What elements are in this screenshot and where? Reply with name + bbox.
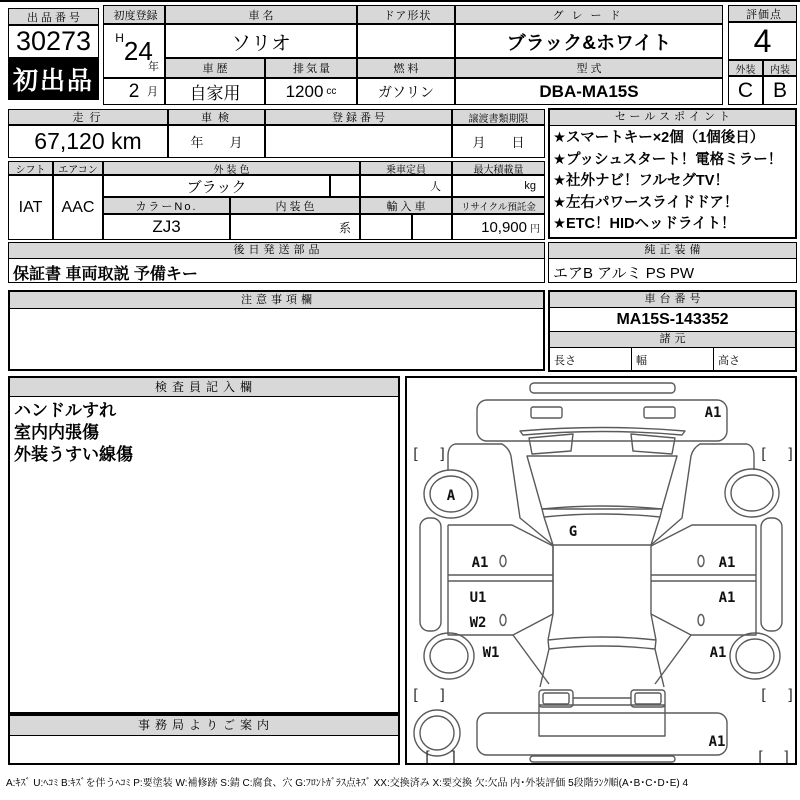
specs-header: 諸元 bbox=[550, 332, 795, 348]
displacement-number: 1200 bbox=[285, 81, 324, 101]
era-mark: H bbox=[115, 31, 124, 45]
rear-left-wheel-inner bbox=[430, 639, 468, 673]
spare-tire-inner bbox=[420, 716, 454, 750]
width-cell: 幅 bbox=[632, 348, 714, 372]
inspection-header: 車検 bbox=[168, 109, 265, 125]
later-parts-panel bbox=[8, 242, 545, 283]
damage-label-left-quarter: W1 bbox=[482, 645, 500, 661]
damage-label-front-left-wheel: A bbox=[446, 488, 456, 504]
history-header: 車歴 bbox=[165, 58, 265, 78]
c-pillar-lines bbox=[513, 614, 691, 635]
registration-no-header: 登録番号 bbox=[265, 109, 452, 125]
later-parts-value: 保証書 車両取説 予備キー bbox=[13, 266, 198, 283]
rear-bumper-shape bbox=[477, 713, 727, 755]
first-reg-year-cell bbox=[103, 24, 165, 78]
sales-point: ★スマートキー×2個（1個後日） bbox=[553, 130, 765, 146]
transfer-deadline-header: 譲渡書類期限 bbox=[452, 109, 545, 125]
transfer-deadline-value: 月 日 bbox=[452, 125, 545, 158]
exterior-header: 外装 bbox=[728, 60, 763, 76]
quarter-panel-lines bbox=[513, 635, 691, 684]
damage-label-windshield: G bbox=[568, 524, 578, 540]
height-cell: 高さ bbox=[718, 355, 740, 367]
grade-value: ブラック&ホワイト bbox=[455, 24, 723, 58]
left-rear-door-handle bbox=[500, 615, 506, 626]
interior-header: 内装 bbox=[763, 60, 797, 76]
chassis-header: 車台番号 bbox=[550, 292, 795, 308]
model-value: DBA-MA15S bbox=[455, 78, 723, 105]
rear-right-wheel-inner bbox=[736, 639, 774, 673]
front-right-wheel-inner bbox=[731, 475, 773, 511]
bracket: [ bbox=[759, 686, 769, 704]
auction-no-header: 出品番号 bbox=[8, 8, 99, 25]
damage-label-left-rear-door-lower: W2 bbox=[469, 615, 487, 631]
mileage-value: 67,120 km bbox=[8, 125, 168, 158]
front-top-strip bbox=[530, 383, 675, 393]
damage-label-left-front-door: A1 bbox=[471, 555, 489, 571]
right-rear-door-handle bbox=[698, 615, 704, 626]
sales-point: ★プッシュスタート！電格ミラー！ bbox=[553, 151, 783, 168]
rear-gate-sides bbox=[540, 649, 664, 687]
recycle-value bbox=[452, 214, 545, 240]
rear-window-band bbox=[548, 637, 656, 649]
capacity-header: 乗車定員 bbox=[360, 161, 452, 175]
right-headlight bbox=[644, 407, 675, 418]
bracket: ] bbox=[438, 445, 448, 463]
notes-panel bbox=[8, 290, 545, 371]
int-color-header: 内装色 bbox=[230, 197, 360, 214]
year-suffix: 年 bbox=[148, 61, 159, 73]
fuel-header: 燃料 bbox=[357, 58, 455, 78]
displacement-value bbox=[265, 78, 357, 105]
int-color-value: 系 bbox=[230, 214, 360, 240]
wiper-band bbox=[520, 428, 685, 436]
ext-color-extra-cell bbox=[330, 175, 360, 197]
damage-code-legend: A:ｷｽﾞ U:ﾍｺﾐ B:ｷｽﾞを伴うﾍｺﾐ P:要塗装 W:補修跡 S:錆 C:腐食、穴 G:ﾌﾛﾝﾄｶﾞﾗｽ点ｷｽﾞ XX:交換済み X:要交換 欠:欠品 内･外装評価 5段階ﾗﾝｸ順(A･B･C･D･E) 4 bbox=[6, 778, 689, 789]
bracket: ] bbox=[786, 445, 795, 463]
aircon-value: AAC bbox=[53, 175, 103, 240]
genuine-equipment-header: 純正装備 bbox=[549, 243, 796, 259]
damage-label-left-rear-door-upper: U1 bbox=[469, 590, 487, 606]
ext-color-header: 外装色 bbox=[103, 161, 360, 175]
capacity-value: 人 bbox=[360, 175, 452, 197]
sales-points-header: セールスポイント bbox=[550, 110, 795, 126]
inspector-note: ハンドルすれ bbox=[14, 401, 116, 420]
notes-value bbox=[10, 309, 543, 368]
door-shape-header: ドア形状 bbox=[357, 5, 455, 24]
ext-color-value: ブラック bbox=[103, 175, 330, 197]
car-name-value: ソリオ bbox=[165, 24, 357, 58]
interior-grade: B bbox=[763, 76, 797, 105]
notes-header: 注意事項欄 bbox=[10, 292, 543, 309]
office-notice-panel bbox=[8, 714, 400, 765]
inspector-note: 外装うすい線傷 bbox=[14, 445, 133, 464]
damage-label-right-quarter: A1 bbox=[709, 645, 727, 661]
max-load-value: kg bbox=[452, 175, 545, 197]
first-reg-header: 初度登録 bbox=[103, 5, 165, 24]
registration-no-value bbox=[265, 125, 452, 158]
displacement-unit: cc bbox=[326, 86, 337, 97]
max-load-header: 最大積載量 bbox=[452, 161, 545, 175]
shift-value: IAT bbox=[8, 175, 53, 240]
shift-header: シフト bbox=[8, 161, 53, 175]
length-cell: 長さ bbox=[550, 348, 632, 372]
left-taillight-inner bbox=[543, 693, 569, 704]
damage-label-front-bumper: A1 bbox=[704, 405, 722, 421]
right-fender-edge bbox=[747, 444, 754, 470]
left-sill bbox=[420, 518, 441, 631]
trunk-lid bbox=[539, 705, 665, 736]
rear-bottom-strip bbox=[530, 756, 675, 762]
bracket: ] bbox=[438, 686, 448, 704]
recycle-unit: 円 bbox=[530, 223, 540, 235]
fuel-value: ガソリン bbox=[357, 78, 455, 105]
bracket: ] bbox=[449, 748, 459, 763]
import-header: 輸入車 bbox=[360, 197, 452, 214]
front-right-wheel bbox=[725, 469, 779, 517]
damage-label-right-front-door: A1 bbox=[718, 555, 736, 571]
inspector-header: 検査員記入欄 bbox=[10, 378, 398, 397]
aircon-header: エアコン bbox=[53, 161, 103, 175]
mileage-header: 走行 bbox=[8, 109, 168, 125]
right-sill bbox=[761, 518, 782, 631]
inspection-value: 年 月 bbox=[168, 125, 265, 158]
displacement-header: 排気量 bbox=[265, 58, 357, 78]
car-diagram bbox=[407, 378, 795, 763]
bracket: [ bbox=[411, 686, 421, 704]
bracket: ] bbox=[786, 686, 795, 704]
import-cell-1 bbox=[360, 214, 412, 240]
inspector-note: 室内内張傷 bbox=[14, 423, 99, 442]
bracket: [ bbox=[411, 445, 421, 463]
inspector-notes bbox=[10, 397, 398, 466]
a-pillar-lines bbox=[544, 517, 660, 545]
grade-header: グレード bbox=[455, 5, 723, 24]
car-name-header: 車名 bbox=[165, 5, 357, 24]
genuine-equipment-value: エアB アルミ PS PW bbox=[553, 265, 695, 282]
recycle-header: リサイクル預託金 bbox=[452, 197, 545, 214]
rear-right-wheel bbox=[730, 633, 780, 679]
left-headlight bbox=[531, 407, 562, 418]
right-taillight-inner bbox=[635, 693, 661, 704]
exterior-grade: C bbox=[728, 76, 763, 105]
windshield-shape bbox=[527, 456, 677, 509]
sales-points-lines bbox=[550, 126, 795, 236]
sales-point: ★左右パワースライドドア！ bbox=[553, 194, 739, 211]
color-no-header: カラーNo. bbox=[103, 197, 230, 214]
sales-point: ★社外ナビ！フルセグTV！ bbox=[553, 173, 729, 189]
cowl-lines bbox=[542, 506, 662, 517]
rear-left-wheel bbox=[424, 633, 474, 679]
specs-row bbox=[550, 348, 795, 372]
first-reg-year: 24 bbox=[123, 35, 153, 66]
bracket: ] bbox=[782, 748, 792, 763]
office-notice-body bbox=[10, 736, 398, 764]
history-value: 自家用 bbox=[165, 78, 265, 105]
front-bumper-shape bbox=[477, 400, 727, 441]
sheet-top-border bbox=[0, 0, 800, 2]
right-front-door-handle bbox=[698, 556, 704, 567]
first-reg-month: 2 bbox=[128, 80, 140, 102]
month-suffix: 月 bbox=[147, 86, 158, 98]
chassis-number: MA15S-143352 bbox=[550, 308, 795, 332]
wiper-blades bbox=[529, 434, 675, 454]
inspector-panel bbox=[8, 376, 400, 714]
cabin-outline bbox=[553, 545, 651, 614]
left-fender-edge bbox=[448, 444, 455, 470]
score-value: 4 bbox=[728, 22, 797, 60]
auction-no-value: 30273 bbox=[8, 25, 99, 58]
door-shape-value bbox=[357, 24, 455, 58]
genuine-equipment-panel bbox=[548, 242, 797, 283]
model-header: 型式 bbox=[455, 58, 723, 78]
score-header: 評価点 bbox=[728, 5, 797, 22]
chassis-panel bbox=[548, 290, 797, 372]
sales-point: ★ETC！HIDヘッドライト！ bbox=[553, 216, 736, 232]
sales-points-panel bbox=[548, 108, 797, 239]
recycle-amount: 10,900 bbox=[481, 218, 527, 236]
first-listing-badge: 初出品 bbox=[8, 58, 99, 100]
damage-label-right-rear-door-upper: A1 bbox=[718, 590, 736, 606]
color-no-value: ZJ3 bbox=[103, 214, 230, 240]
later-parts-header: 後日発送部品 bbox=[9, 243, 544, 259]
first-reg-month-cell bbox=[103, 78, 165, 105]
rear-window-sides bbox=[548, 614, 656, 640]
bracket: [ bbox=[423, 748, 433, 763]
import-cell-2 bbox=[412, 214, 452, 240]
damage-label-rear-bumper: A1 bbox=[708, 734, 726, 750]
bracket: [ bbox=[759, 445, 769, 463]
car-diagram-panel bbox=[405, 376, 797, 765]
bracket: [ bbox=[756, 748, 766, 763]
office-notice-header: 事務局よりご案内 bbox=[10, 716, 398, 736]
left-front-door-handle bbox=[500, 556, 506, 567]
